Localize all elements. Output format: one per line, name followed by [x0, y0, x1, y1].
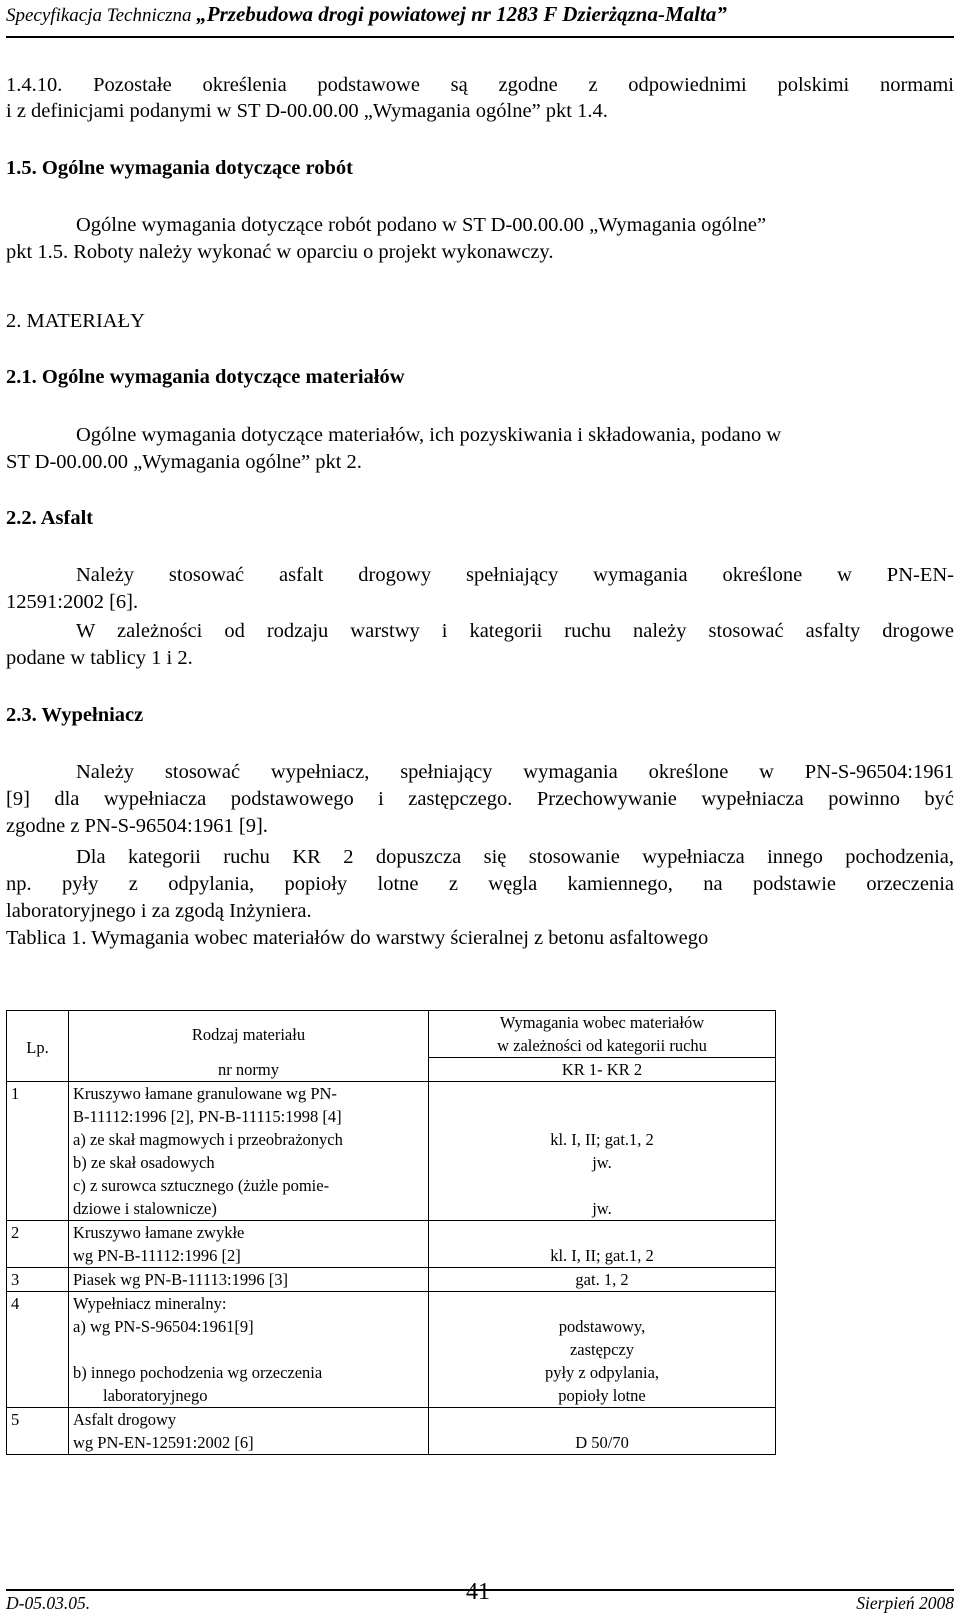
row-material-line: [73, 1338, 424, 1361]
row-requirement-line: kl. I, II; gat.1, 2: [550, 1130, 654, 1149]
row-material-line: laboratoryjnego: [103, 1386, 208, 1405]
row-requirement-line: jw.: [592, 1199, 612, 1218]
footer-date: Sierpień 2008: [856, 1593, 954, 1613]
row-material: [69, 1268, 429, 1292]
row-requirement-line: popioły lotne: [558, 1386, 646, 1405]
row-material-line: dziowe i stalownicze): [73, 1199, 217, 1218]
sec-2-2-line1: Należy stosować asfalt drogowy spełniający wymagania określone w PN-EN-: [76, 564, 954, 586]
row-requirement-line: [433, 1082, 771, 1105]
table-header-row: [7, 1011, 776, 1058]
table-row: [7, 1082, 776, 1221]
row-requirement-line: podstawowy,: [558, 1317, 646, 1336]
sec-2-3-line2: [9] dla wypełniacza podstawowego i zastępczego. Przechowywanie wypełniacza powinno być: [6, 788, 954, 810]
sec-1-4-10-line2: i z definicjami podanymi w ST D-00.00.00 „Wymagania ogólne” pkt 1.4.: [6, 100, 608, 122]
row-requirement: [429, 1268, 776, 1292]
row-requirement-line: gat. 1, 2: [575, 1270, 629, 1289]
row-lp: 4: [7, 1292, 69, 1408]
sec-2-3-line3: zgodne z PN-S-96504:1961 [9].: [6, 815, 268, 837]
row-material-line: b) innego pochodzenia wg orzeczenia: [73, 1363, 323, 1382]
sec-2-3-line1: Należy stosować wypełniacz, spełniający wymagania określone w PN-S-96504:1961: [76, 761, 954, 783]
row-material-line: c) z surowca sztucznego (żużle pomie-: [73, 1176, 330, 1195]
sec-2-3-line4: Dla kategorii ruchu KR 2 dopuszcza się stosowanie wypełniacza innego pochodzenia,: [76, 846, 954, 868]
row-requirement-line: pyły z odpylania,: [544, 1363, 660, 1382]
row-lp: 1: [7, 1082, 69, 1221]
row-material-line: a) wg PN-S-96504:1961[9]: [73, 1317, 254, 1336]
row-material: [69, 1408, 429, 1455]
header-prefix: Specyfikacja Techniczna: [6, 5, 192, 26]
row-material: [69, 1292, 429, 1408]
header-lp: Lp.: [7, 1011, 69, 1082]
table-row: [7, 1408, 776, 1455]
table-row: [7, 1221, 776, 1268]
row-material-line: Kruszywo łamane zwykłe: [73, 1223, 245, 1242]
row-material-line: Wypełniacz mineralny:: [73, 1294, 227, 1313]
sec-2-3-line5: np. pyły z odpylania, popioły lotne z węgla kamiennego, na podstawie orzeczenia: [6, 873, 954, 895]
table-caption: Tablica 1. Wymagania wobec materiałów do warstwy ścieralnej z betonu asfaltowego: [6, 927, 709, 949]
row-material-line: Kruszywo łamane granulowane wg PN-: [73, 1084, 337, 1103]
row-material-line: B-11112:1996 [2], PN-B-11115:1998 [4]: [73, 1107, 342, 1126]
page-footer: [6, 1579, 954, 1613]
sec-2-2-line2: 12591:2002 [6].: [6, 591, 139, 613]
row-material-line: wg PN-B-11112:1996 [2]: [73, 1246, 241, 1265]
row-requirement-line: [433, 1221, 771, 1244]
row-lp: 5: [7, 1408, 69, 1455]
header-requirements-line1: Wymagania wobec materiałów: [499, 1013, 705, 1032]
row-requirement-line: [433, 1292, 771, 1315]
row-requirement-line: [433, 1105, 771, 1128]
table-row: [7, 1292, 776, 1408]
page-header: [6, 2, 954, 38]
sec-2-2-line3: W zależności od rodzaju warstwy i kategorii ruchu należy stosować asfalty drogowe: [76, 620, 954, 642]
table-subheader-row: [7, 1058, 776, 1082]
sec-1-5-line2: pkt 1.5. Roboty należy wykonać w oparciu o projekt wykonawczy.: [6, 241, 554, 263]
row-lp: 3: [7, 1268, 69, 1292]
header-requirements-line2: w zależności od kategorii ruchu: [497, 1036, 707, 1055]
header-requirements: [429, 1011, 776, 1058]
row-requirement-line: [433, 1174, 771, 1197]
row-lp: 2: [7, 1221, 69, 1268]
header-title: „Przebudowa drogi powiatowej nr 1283 F Dzierżązna-Malta”: [196, 2, 727, 26]
sec-2-3-line6: laboratoryjnego i za zgodą Inżyniera.: [6, 900, 312, 922]
sec-1-5-heading: 1.5. Ogólne wymagania dotyczące robót: [6, 157, 353, 179]
table-row: [7, 1268, 776, 1292]
row-material-line: a) ze skał magmowych i przeobrażonych: [73, 1130, 343, 1149]
row-requirement-line: jw.: [592, 1153, 612, 1172]
row-requirement: [429, 1408, 776, 1455]
sec-2-1-line1: Ogólne wymagania dotyczące materiałów, ich pozyskiwania i składowania, podano w: [76, 424, 782, 446]
sec-2-2-heading: 2.2. Asfalt: [6, 507, 94, 529]
sec-2-heading: 2. MATERIAŁY: [6, 310, 145, 332]
page-number: 41: [466, 1579, 490, 1605]
row-requirement: [429, 1221, 776, 1268]
footer-code: D-05.03.05.: [6, 1593, 91, 1613]
sec-1-5-line1: Ogólne wymagania dotyczące robót podano w ST D-00.00.00 „Wymagania ogólne”: [76, 214, 767, 236]
sec-2-1-line2: ST D-00.00.00 „Wymagania ogólne” pkt 2.: [6, 451, 362, 473]
sec-1-4-10-line1: 1.4.10. Pozostałe określenia podstawowe są zgodne z odpowiednimi polskimi normami: [6, 74, 954, 96]
sec-2-3-heading: 2.3. Wypełniacz: [6, 704, 144, 726]
sec-2-2-line4: podane w tablicy 1 i 2.: [6, 647, 193, 669]
row-requirement-line: [433, 1408, 771, 1431]
row-material-line: Piasek wg PN-B-11113:1996 [3]: [73, 1270, 288, 1289]
row-material: [69, 1082, 429, 1221]
sec-2-1-heading: 2.1. Ogólne wymagania dotyczące materiałów: [6, 366, 405, 388]
row-material-line: wg PN-EN-12591:2002 [6]: [73, 1433, 254, 1452]
row-material: [69, 1221, 429, 1268]
row-requirement-line: D 50/70: [575, 1433, 629, 1452]
row-requirement-line: kl. I, II; gat.1, 2: [550, 1246, 654, 1265]
row-requirement: [429, 1082, 776, 1221]
row-requirement-line: zastępczy: [569, 1340, 635, 1359]
materials-table: [6, 1010, 776, 1455]
row-material-line: b) ze skał osadowych: [73, 1153, 215, 1172]
subheader-norm: nr normy: [69, 1058, 429, 1082]
row-material-line: Asfalt drogowy: [73, 1410, 177, 1429]
subheader-kr: KR 1- KR 2: [429, 1058, 776, 1082]
row-requirement: [429, 1292, 776, 1408]
header-material: Rodzaj materiału: [69, 1011, 429, 1058]
